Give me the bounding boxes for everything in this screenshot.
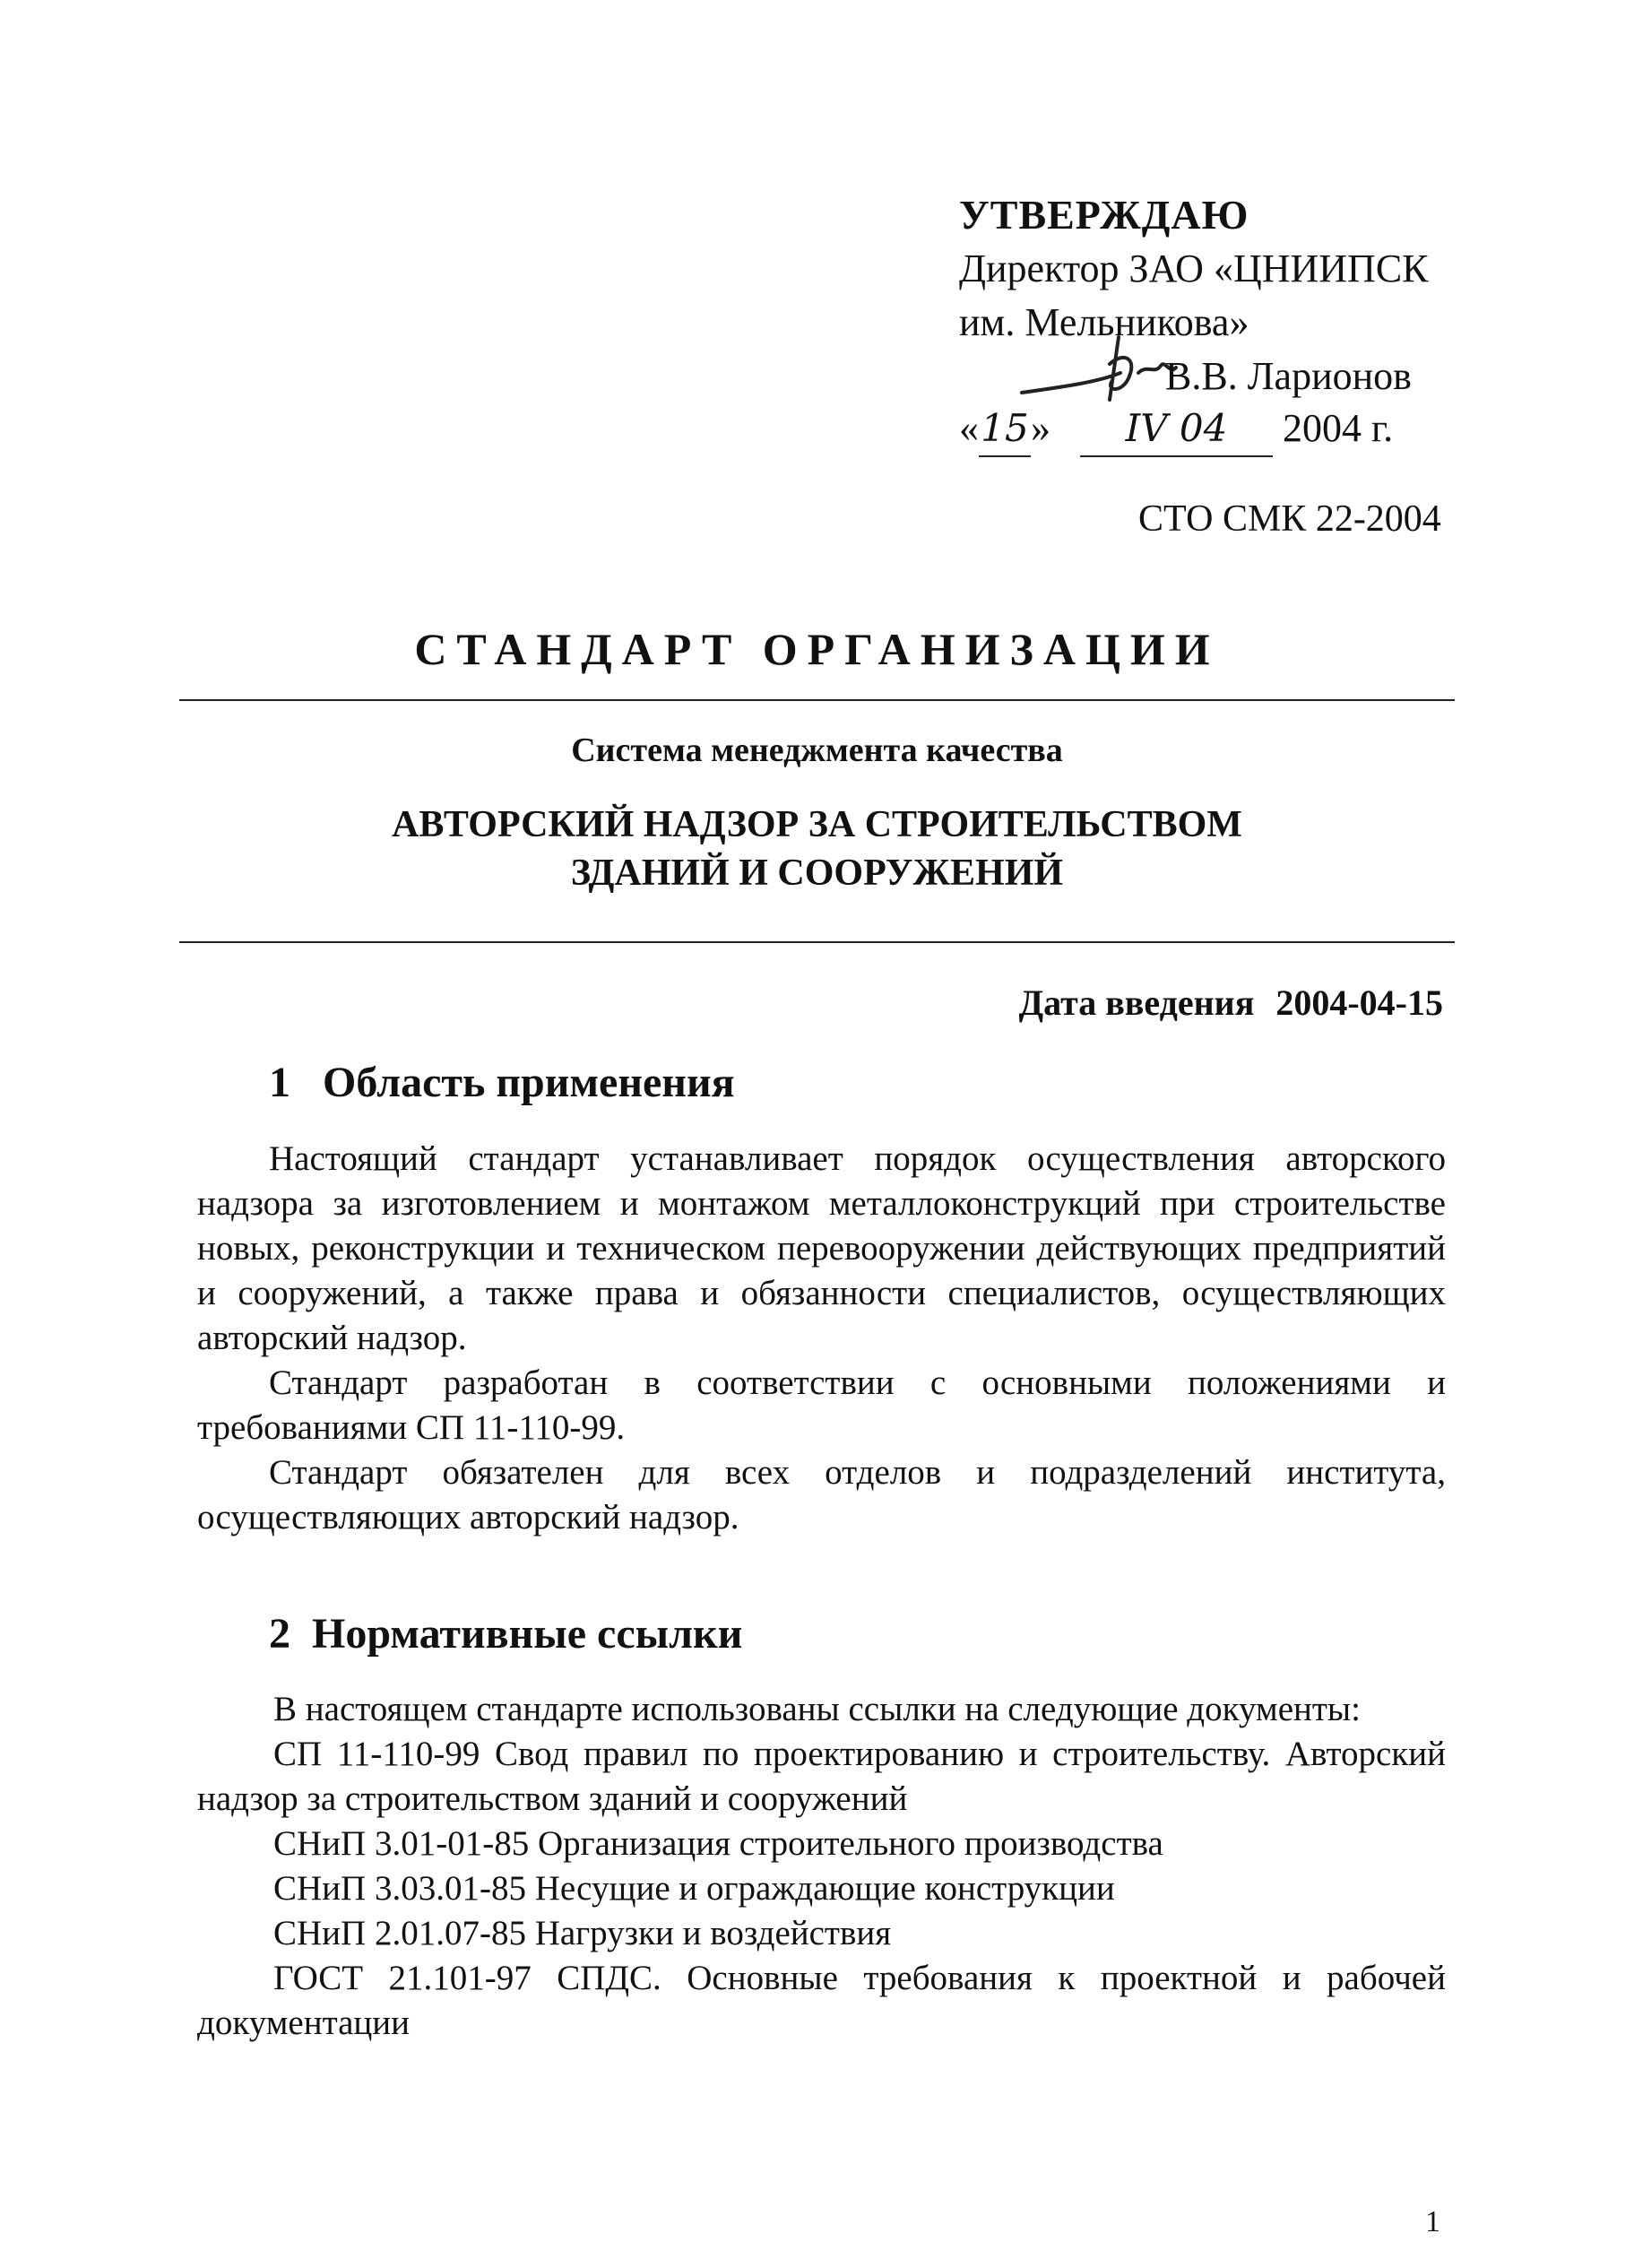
section-1-paragraph: Стандарт разработан в соответствии с основными положениями и требованиями СП 11-110-99. [197, 1363, 1446, 1447]
introduction-date-label: Дата введения [1018, 983, 1255, 1023]
date-month: IV 04 [1080, 402, 1273, 457]
signature-line [959, 350, 1586, 402]
document-type-title: СТАНДАРТ ОРГАНИЗАЦИИ [414, 624, 1220, 674]
reference-item: ГОСТ 21.101-97 СПДС. Основные требования к проектной и рабочей документации [197, 1959, 1446, 2042]
section-2-body [197, 1687, 1446, 2046]
section-1-paragraph: Стандарт обязателен для всех отделов и подразделений института, осуществляющих авторский надзор. [197, 1453, 1446, 1537]
document-number: СТО СМК 22-2004 [1138, 498, 1441, 540]
top-divider [179, 699, 1455, 701]
reference-item: СНиП 3.03.01-85 Несущие и ограждающие конструкции [273, 1869, 1115, 1908]
reference-item: СНиП 3.01-01-85 Организация строительного производства [273, 1824, 1163, 1863]
main-title-line2: ЗДАНИЙ И СООРУЖЕНИЙ [570, 853, 1064, 894]
approval-block [959, 188, 1586, 457]
approver-position-line2: им. Мельникова» [959, 300, 1249, 344]
reference-item: СП 11-110-99 Свод правил по проектированию и строительству. Авторский надзор за строительством зданий и сооружений [197, 1735, 1446, 1818]
introduction-date [717, 982, 1443, 1024]
section-1-body [197, 1137, 1446, 1540]
section-2-heading: 2 Нормативные ссылки [269, 1610, 743, 1658]
bottom-divider [179, 941, 1455, 943]
approval-heading: УТВЕРЖДАЮ [959, 192, 1249, 238]
references-intro: В настоящем стандарте использованы ссылки на следующие документы: [273, 1690, 1361, 1728]
date-day: 15 [979, 402, 1031, 457]
subtitle: Система менеджмента качества [571, 731, 1063, 769]
page-number: 1 [1425, 2205, 1440, 2238]
section-1-heading: 1 Область применения [269, 1059, 735, 1106]
date-year: 2004 г. [1283, 406, 1394, 450]
introduction-date-value: 2004-04-15 [1275, 983, 1443, 1023]
main-title [179, 801, 1455, 897]
date-quote-open: « [959, 406, 979, 450]
main-title-line1: АВТОРСКИЙ НАДЗОР ЗА СТРОИТЕЛЬСТВОМ [392, 804, 1242, 845]
approver-position-line1: Директор ЗАО «ЦНИИПСК [959, 247, 1429, 290]
date-quote-close: » [1031, 406, 1050, 450]
signatory-name: В.В. Ларионов [1165, 354, 1412, 398]
section-1-paragraph: Настоящий стандарт устанавливает порядок осуществления авторского надзора за изготовлением и монтажом металлоконструкций при строительстве новых, реконструкции и техническом перевооружении действующих предприятий и сооружений, а также права и обязанности специалистов, осуществляющих авторский надзор. [197, 1139, 1446, 1357]
reference-item: СНиП 2.01.07-85 Нагрузки и воздействия [273, 1914, 892, 1952]
